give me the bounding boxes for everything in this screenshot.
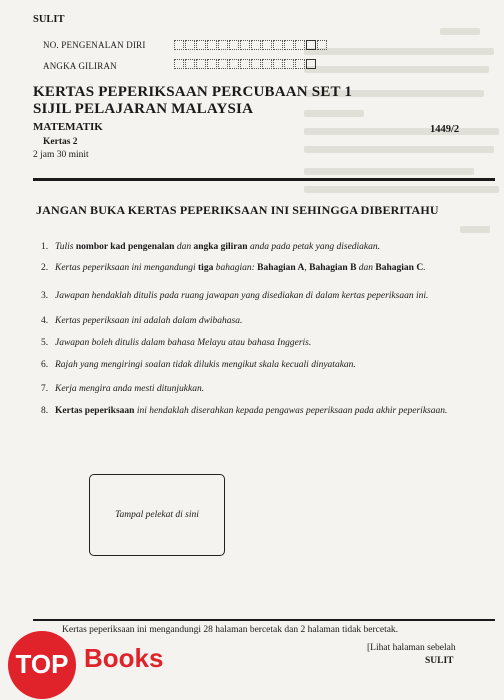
instruction-number: 4. bbox=[41, 316, 49, 326]
exam-title: KERTAS PEPERIKSAAN PERCUBAAN SET 1 bbox=[33, 84, 353, 100]
header-divider bbox=[33, 178, 495, 181]
index-number-label: ANGKA GILIRAN bbox=[43, 61, 117, 71]
instruction-number: 5. bbox=[41, 338, 49, 348]
logo-word-top: TOP bbox=[15, 649, 69, 679]
see-next-page: [Lihat halaman sebelah bbox=[367, 643, 456, 653]
subject-name: MATEMATIK bbox=[33, 121, 103, 133]
logo-word-books: Books bbox=[84, 643, 164, 673]
paper-number: Kertas 2 bbox=[43, 137, 78, 147]
instruction-item bbox=[33, 315, 473, 328]
topbooks-logo bbox=[6, 615, 206, 700]
instruction-number: 1. bbox=[41, 242, 49, 252]
instruction-item bbox=[33, 383, 473, 396]
instruction-text: Kertas peperiksaan ini adalah dalam dwibahasa. bbox=[55, 316, 243, 326]
subject-code: 1449/2 bbox=[430, 124, 460, 135]
instruction-text: Kerja mengira anda mesti ditunjukkan. bbox=[55, 384, 205, 394]
index-number-boxes[interactable] bbox=[174, 59, 317, 69]
instruction-item bbox=[33, 337, 473, 350]
page-count-note: Kertas peperiksaan ini mengandungi 28 halaman bercetak dan 2 halaman tidak bercetak. bbox=[62, 625, 399, 635]
instruction-text: Rajah yang mengiringi soalan tidak dilukis mengikut skala kecuali dinyatakan. bbox=[55, 360, 356, 370]
instruction-number: 7. bbox=[41, 384, 49, 394]
instruction-number: 2. bbox=[41, 263, 49, 273]
instructions-list bbox=[33, 241, 473, 418]
instruction-number: 8. bbox=[41, 406, 49, 416]
instruction-text: Jawapan boleh ditulis dalam bahasa Melayu atau bahasa Inggeris. bbox=[55, 338, 312, 348]
instruction-item bbox=[33, 359, 473, 372]
do-not-open-warning: JANGAN BUKA KERTAS PEPERIKSAAN INI SEHINGGA DIBERITAHU bbox=[36, 203, 439, 217]
exam-duration: 2 jam 30 minit bbox=[33, 150, 89, 160]
instruction-item bbox=[33, 405, 473, 418]
instruction-item bbox=[33, 241, 473, 254]
sticker-box bbox=[89, 474, 225, 556]
instruction-text: Jawapan hendaklah ditulis pada ruang jawapan yang disediakan di dalam kertas peperiksaan ini. bbox=[55, 291, 429, 301]
instruction-text: Tulis nombor kad pengenalan dan angka giliran anda pada petak yang disediakan. bbox=[55, 242, 381, 252]
id-number-boxes[interactable] bbox=[174, 40, 328, 50]
classification-bottom: SULIT bbox=[425, 656, 454, 666]
exam-certificate: SIJIL PELAJARAN MALAYSIA bbox=[33, 101, 254, 117]
instruction-number: 6. bbox=[41, 360, 49, 370]
classification-top: SULIT bbox=[33, 14, 65, 25]
instruction-item bbox=[33, 262, 473, 275]
instruction-text: Kertas peperiksaan ini hendaklah diserahkan kepada pengawas peperiksaan pada akhir peperiksaan. bbox=[55, 406, 448, 416]
instruction-item bbox=[33, 290, 473, 303]
instruction-text: Kertas peperiksaan ini mengandungi tiga bahagian: Bahagian A, Bahagian B dan Bahagian C. bbox=[55, 263, 426, 273]
instruction-number: 3. bbox=[41, 291, 49, 301]
sticker-box-label: Tampal pelekat di sini bbox=[115, 510, 199, 520]
id-number-label: NO. PENGENALAN DIRI bbox=[43, 40, 146, 50]
